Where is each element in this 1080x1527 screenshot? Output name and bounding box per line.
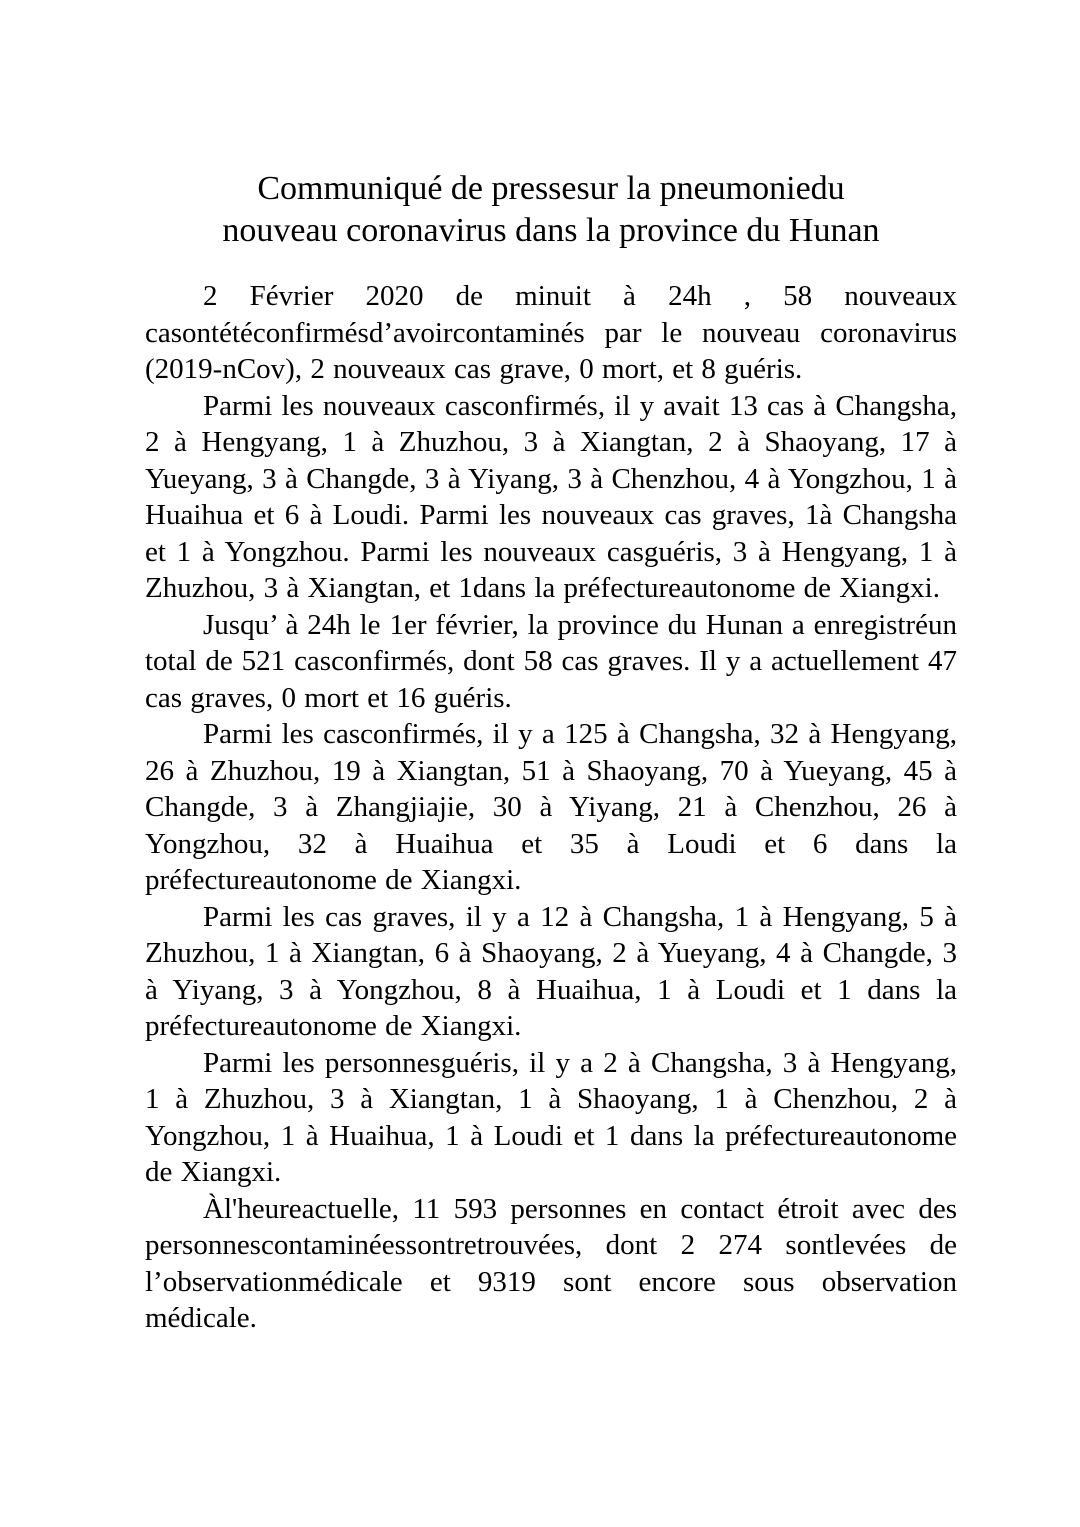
paragraph-severe-cases-by-city: Parmi les cas graves, il y a 12 à Changsha, 1 à Hengyang, 5 à Zhuzhou, 1 à Xiangtan, 6 à Shaoyang, 2 à Yueyang, 4 à Changde, 3 à Yiyang, 3 à Yongzhou, 8 à Huaihua, 1 à Loudi et 1 dans la préfectureautonome de Xiangxi. xyxy=(145,900,957,1042)
document-title xyxy=(145,168,957,252)
document-content xyxy=(145,168,957,1337)
paragraph-new-cases-by-city: Parmi les nouveaux casconfirmés, il y avait 13 cas à Changsha, 2 à Hengyang, 1 à Zhuzhou, 3 à Xiangtan, 2 à Shaoyang, 17 à Yueyang, 3 à Changde, 3 à Yiyang, 3 à Chenzhou, 4 à Yongzhou, 1 à Huaihua et 6 à Loudi. Parmi les nouveaux cas graves, 1à Changsha et 1 à Yongzhou. Parmi les nouveaux casguéris, 3 à Hengyang, 1 à Zhuzhou, 3 à Xiangtan, et 1dans la préfectureautonome de Xiangxi. xyxy=(145,389,957,604)
paragraph-summary: 2 Février 2020 de minuit à 24h , 58 nouveaux casontétéconfirmésd’avoircontaminés par le nouveau coronavirus (2019-nCov), 2 nouveaux cas grave, 0 mort, et 8 guéris. xyxy=(145,280,957,385)
paragraph-cumulative-totals: Jusqu’ à 24h le 1er février, la province du Hunan a enregistréun total de 521 casconfirmés, dont 58 cas graves. Il y a actuellement 47 cas graves, 0 mort et 16 guéris. xyxy=(145,608,957,714)
document-body xyxy=(145,278,957,1337)
document-title-line-2: nouveau coronavirus dans la province du Hunan xyxy=(222,212,880,249)
document-title-line-1: Communiqué de pressesur la pneumoniedu xyxy=(257,170,845,207)
paragraph-confirmed-cases-by-city: Parmi les casconfirmés, il y a 125 à Changsha, 32 à Hengyang, 26 à Zhuzhou, 19 à Xiangtan, 51 à Shaoyang, 70 à Yueyang, 45 à Changde, 3 à Zhangjiajie, 30 à Yiyang, 21 à Chenzhou, 26 à Yongzhou, 32 à Huaihua et 35 à Loudi et 6 dans la préfectureautonome de Xiangxi. xyxy=(145,718,957,896)
paragraph-recovered-by-city: Parmi les personnesguéris, il y a 2 à Changsha, 3 à Hengyang, 1 à Zhuzhou, 3 à Xiangtan, 1 à Shaoyang, 1 à Chenzhou, 2 à Yongzhou, 1 à Huaihua, 1 à Loudi et 1 dans la préfectureautonome de Xiangxi. xyxy=(145,1046,957,1188)
paragraph-contact-observation: Àl'heureactuelle, 11 593 personnes en contact étroit avec des personnescontaminéessontretrouvées, dont 2 274 sontlevées de l’observationmédicale et 9319 sont encore sous observation médicale. xyxy=(145,1192,957,1334)
